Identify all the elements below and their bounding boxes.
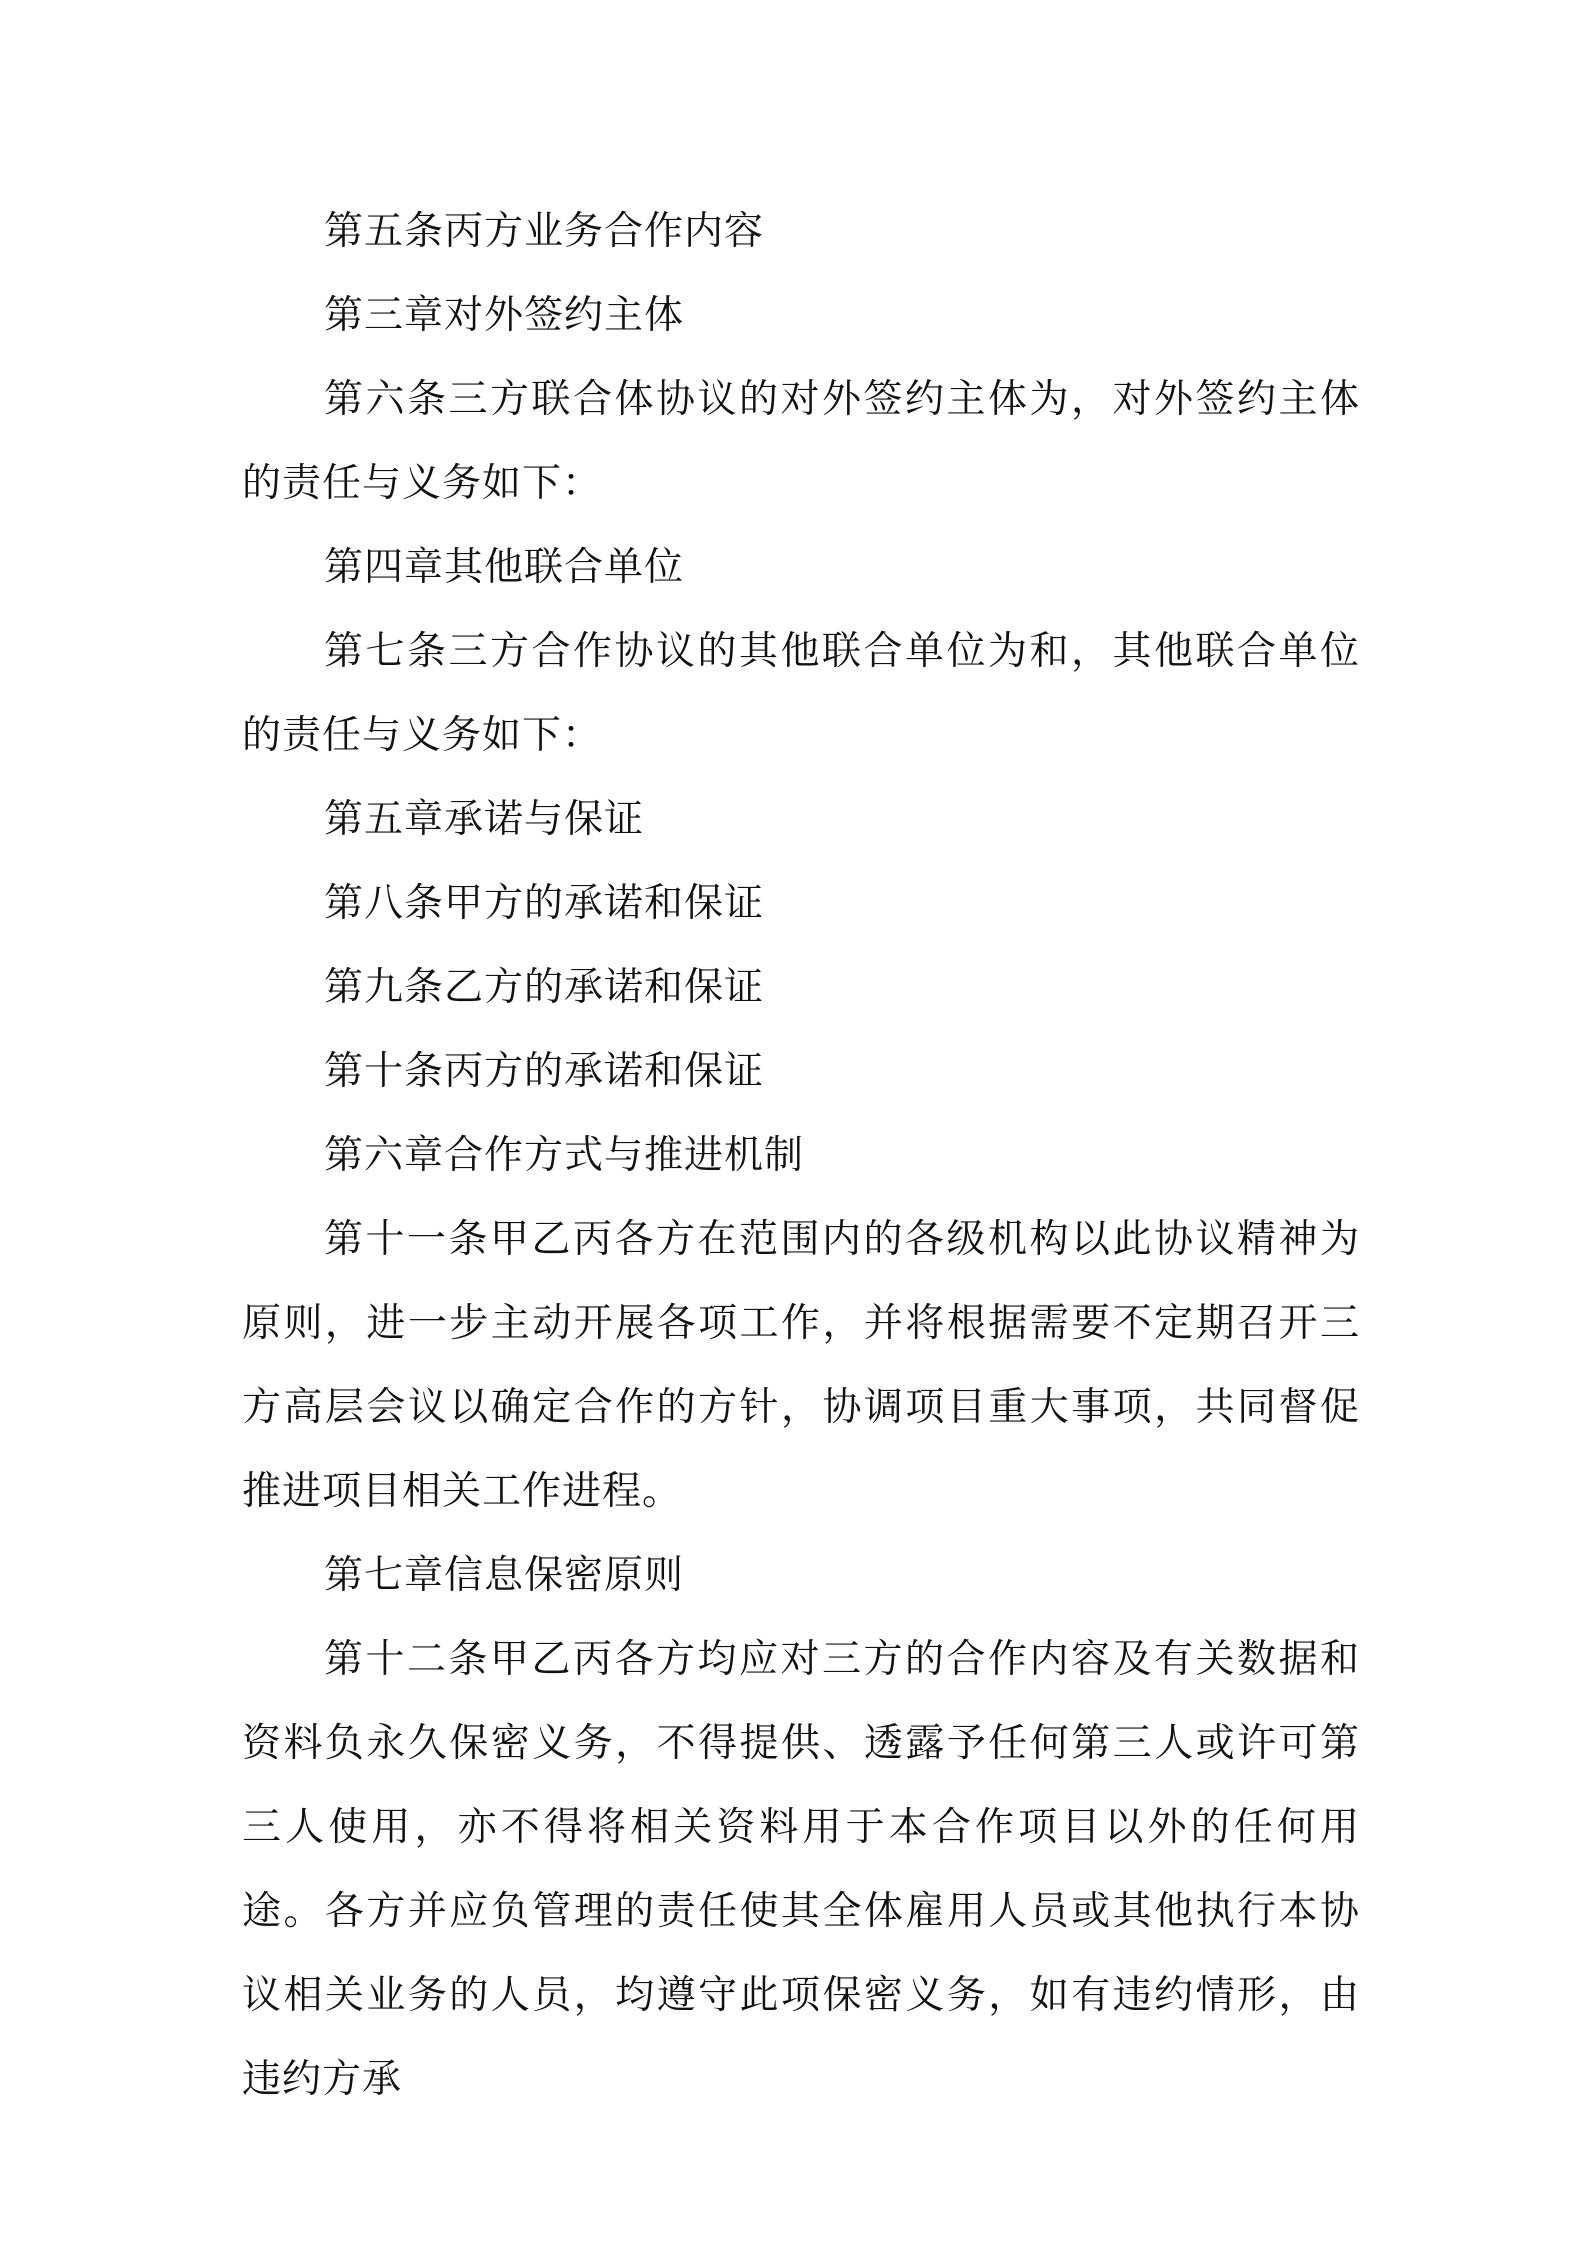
article-9-heading: 第九条乙方的承诺和保证 (324, 965, 765, 1010)
article-10-heading: 第十条丙方的承诺和保证 (324, 1049, 765, 1094)
document-body (242, 190, 1360, 2122)
article-6-paragraph: 第六条三方联合体协议的对外签约主体为，对外签约主体的责任与义务如下： (242, 377, 1360, 506)
article-5-heading: 第五条丙方业务合作内容 (324, 209, 765, 254)
chapter-4-heading: 第四章其他联合单位 (324, 545, 685, 590)
chapter-3-heading: 第三章对外签约主体 (324, 293, 685, 338)
article-7-paragraph: 第七条三方合作协议的其他联合单位为和，其他联合单位的责任与义务如下： (242, 629, 1360, 758)
chapter-7-heading: 第七章信息保密原则 (324, 1553, 685, 1598)
article-11-paragraph: 第十一条甲乙丙各方在范围内的各级机构以此协议精神为原则，进一步主动开展各项工作，并将根据需要不定期召开三方高层会议以确定合作的方针，协调项目重大事项，共同督促推进项目相关工作进程。 (242, 1217, 1360, 1514)
chapter-5-heading: 第五章承诺与保证 (324, 797, 645, 842)
article-8-heading: 第八条甲方的承诺和保证 (324, 881, 765, 926)
article-12-paragraph: 第十二条甲乙丙各方均应对三方的合作内容及有关数据和资料负永久保密义务，不得提供、透露予任何第三人或许可第三人使用，亦不得将相关资料用于本合作项目以外的任何用途。各方并应负管理的责任使其全体雇用人员或其他执行本协议相关业务的人员，均遵守此项保密义务，如有违约情形，由违约方承 (242, 1637, 1360, 2102)
chapter-6-heading: 第六章合作方式与推进机制 (324, 1133, 805, 1178)
